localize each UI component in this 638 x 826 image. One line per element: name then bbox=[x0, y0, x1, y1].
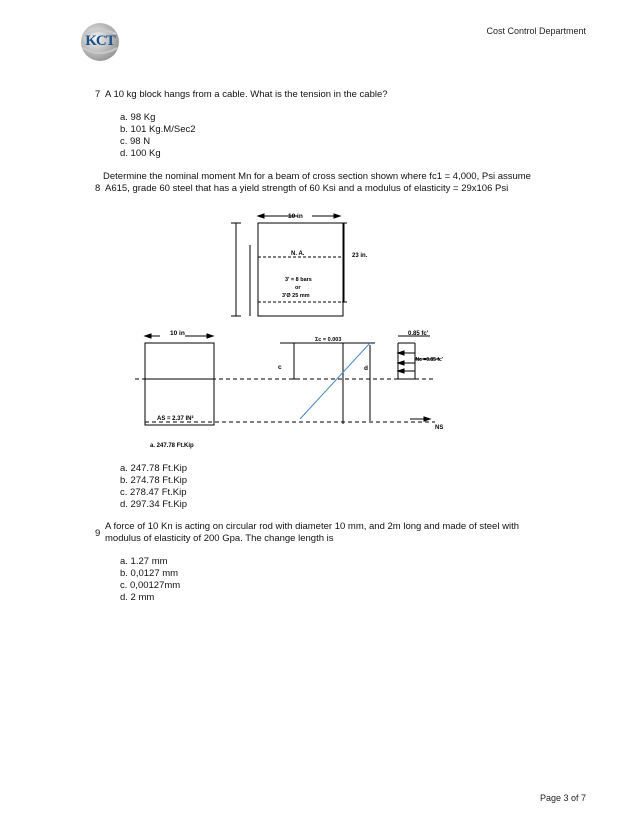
option: a. 247.78 Ft.Kip bbox=[120, 463, 188, 474]
bars-or-label: or bbox=[295, 285, 301, 291]
strain-label: Σc = 0.003 bbox=[315, 337, 342, 343]
option: c. 0,00127mm bbox=[120, 580, 181, 591]
department-label: Cost Control Department bbox=[486, 26, 586, 36]
bars-metric-label: 3'Ø 25 mm bbox=[282, 293, 310, 299]
neutral-axis-label: N. A. bbox=[291, 251, 305, 257]
question-text-line: A615, grade 60 steel that has a yield strength of 60 Ksi and a modulus of elasticity = 29x106 Psi bbox=[105, 183, 509, 194]
option: c. 98 N bbox=[120, 136, 151, 147]
answer-label: a. 247.78 Ft.Kip bbox=[150, 443, 194, 449]
c-label: c bbox=[278, 364, 282, 371]
option: b. 274.78 Ft.Kip bbox=[120, 475, 188, 486]
depth-label: 23 in. bbox=[352, 253, 368, 259]
question-text: A 10 kg block hangs from a cable. What is the tension in the cable? bbox=[105, 89, 388, 100]
option: d. 100 Kg bbox=[120, 148, 161, 159]
as-label: AS = 2.37 IN² bbox=[157, 416, 194, 422]
option: b. 0,0127 mm bbox=[120, 568, 179, 579]
option: c. 278.47 Ft.Kip bbox=[120, 487, 187, 498]
question-text-line: A force of 10 Kn is acting on circular rod with diameter 10 mm, and 2m long and made of steel with bbox=[105, 521, 519, 532]
option: b. 101 Kg.M/Sec2 bbox=[120, 124, 196, 135]
option: a. 1.27 mm bbox=[120, 556, 168, 567]
bottom-width-label: 10 in bbox=[170, 330, 185, 337]
logo-text: KCT bbox=[85, 33, 115, 49]
question-number: 7 bbox=[95, 89, 101, 100]
bars-label: 3' = 8 bars bbox=[285, 277, 312, 283]
page-number: Page 3 of 7 bbox=[539, 793, 586, 803]
question-number: 9 bbox=[95, 528, 101, 539]
option: a. 98 Kg bbox=[120, 112, 156, 123]
ns-label: NS bbox=[435, 425, 444, 431]
nc-label: Nc =0.85 fc' bbox=[415, 357, 443, 363]
top-width-label: 10 in bbox=[288, 213, 303, 220]
beam-diagram bbox=[130, 205, 450, 457]
d-label: d bbox=[364, 365, 368, 372]
stress-label: 0.85 fc' bbox=[408, 331, 429, 337]
question-text-line: Determine the nominal moment Mn for a beam of cross section shown where fc1 = 4,000, Psi assume bbox=[103, 171, 531, 182]
question-number: 8 bbox=[95, 183, 101, 194]
option: d. 297.34 Ft.Kip bbox=[120, 499, 188, 510]
question-text-line: modulus of elasticity of 200 Gpa. The change length is bbox=[105, 533, 334, 544]
company-logo bbox=[78, 22, 122, 62]
option: d. 2 mm bbox=[120, 592, 155, 603]
